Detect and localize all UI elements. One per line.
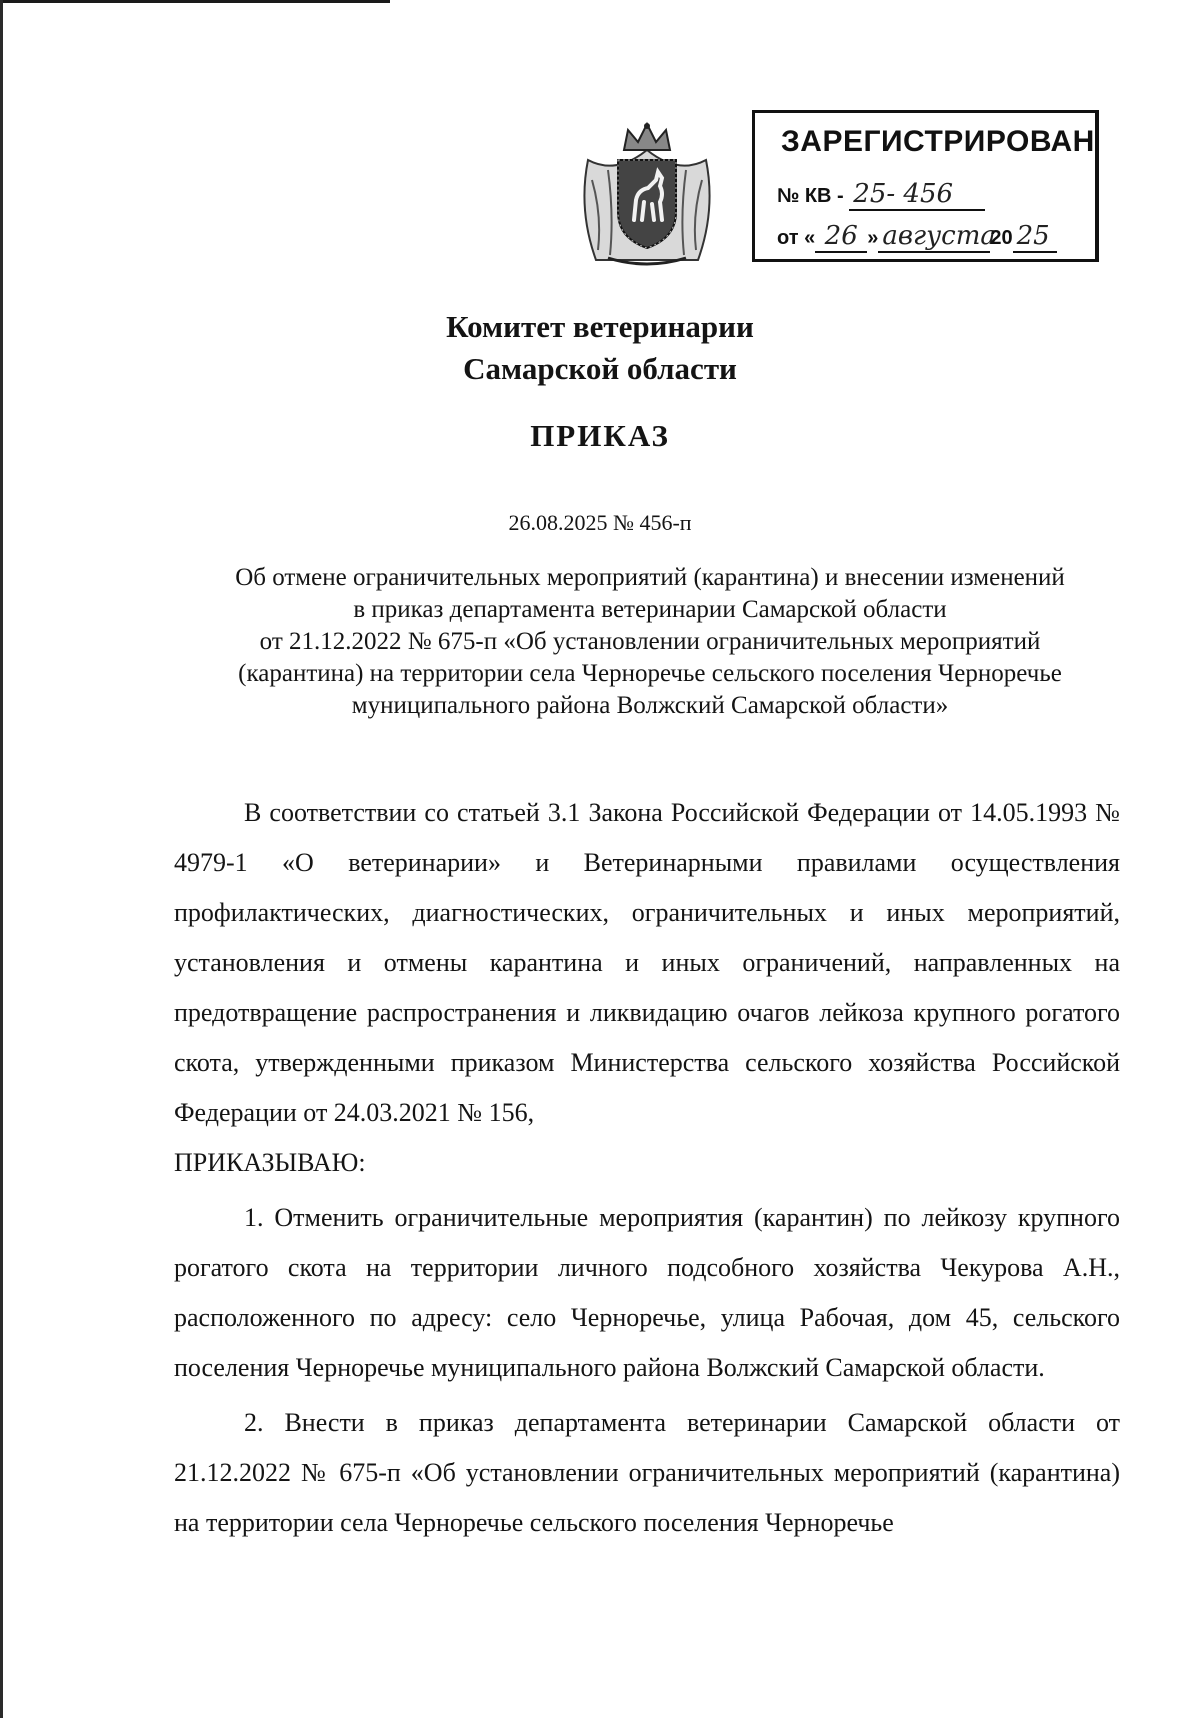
handwritten-day: 26 [815, 221, 867, 253]
order-word: ПРИКАЗЫВАЮ: [174, 1148, 366, 1177]
subject-line: в приказ департамента ветеринарии Самарской области [353, 596, 947, 623]
order-item-1: 1. Отменить ограничительные мероприятия (карантин) по лейкозу крупного рогатого скота на территории личного подсобного хозяйства Чекурова А.Н., расположенного по адресу: село Черноречье, улица Рабочая, дом 45, сельского поселения Черноречье муниципального района Волжский Самарской области. [174, 1203, 1120, 1382]
handwritten-year: 25 [1013, 221, 1057, 253]
organization-name [0, 306, 1200, 390]
organization-line-2: Самарской области [463, 351, 737, 386]
subject-line: муниципального района Волжский Самарской области» [351, 692, 949, 719]
handwritten-month: августа [878, 221, 990, 253]
stamp-date-prefix: от « [777, 227, 816, 249]
stamp-year-prefix: 20 [990, 227, 1013, 249]
registration-stamp [752, 110, 1099, 262]
coat-of-arms-emblem [578, 120, 716, 270]
document-subject [170, 562, 1130, 722]
handwritten-registration-number: 25- 456 [849, 179, 985, 211]
order-item-2: 2. Внести в приказ департамента ветеринарии Самарской области от 21.12.2022 № 675-п «Об установлении ограничительных мероприятий (карантина) на территории села Черноречье сельского поселения Черноречье [174, 1408, 1120, 1537]
scan-edge-left [0, 0, 3, 1718]
preamble-paragraph: В соответствии со статьей 3.1 Закона Российской Федерации от 14.05.1993 № 4979-1 «О ветеринарии» и Ветеринарными правилами осуществления профилактических, диагностических, ограничительных и иных мероприятий, установления и отмены карантина и иных ограничений, направленных на предотвращение распространения и ликвидацию очагов лейкоза крупного рогатого скота, утвержденными приказом Министерства сельского хозяйства Российской Федерации от 24.03.2021 № 156, [174, 798, 1120, 1127]
subject-line: от 21.12.2022 № 675-п «Об установлении ограничительных мероприятий [259, 628, 1041, 655]
document-date-number: 26.08.2025 № 456-п [508, 510, 692, 535]
document-type: ПРИКАЗ [530, 418, 670, 453]
organization-line-1: Комитет ветеринарии [446, 309, 754, 344]
document-body [174, 788, 1120, 1553]
stamp-title: ЗАРЕГИСТРИРОВАН [781, 125, 1095, 158]
scan-edge-top [0, 0, 390, 3]
subject-line: Об отмене ограничительных мероприятий (карантина) и внесении изменений [235, 564, 1065, 591]
stamp-date-mid: » [867, 227, 879, 249]
subject-line: (карантина) на территории села Черноречье сельского поселения Черноречье [238, 660, 1062, 687]
stamp-registration-date [777, 221, 1057, 253]
stamp-number-prefix: № КВ - [777, 185, 844, 207]
stamp-registration-number [777, 179, 985, 211]
